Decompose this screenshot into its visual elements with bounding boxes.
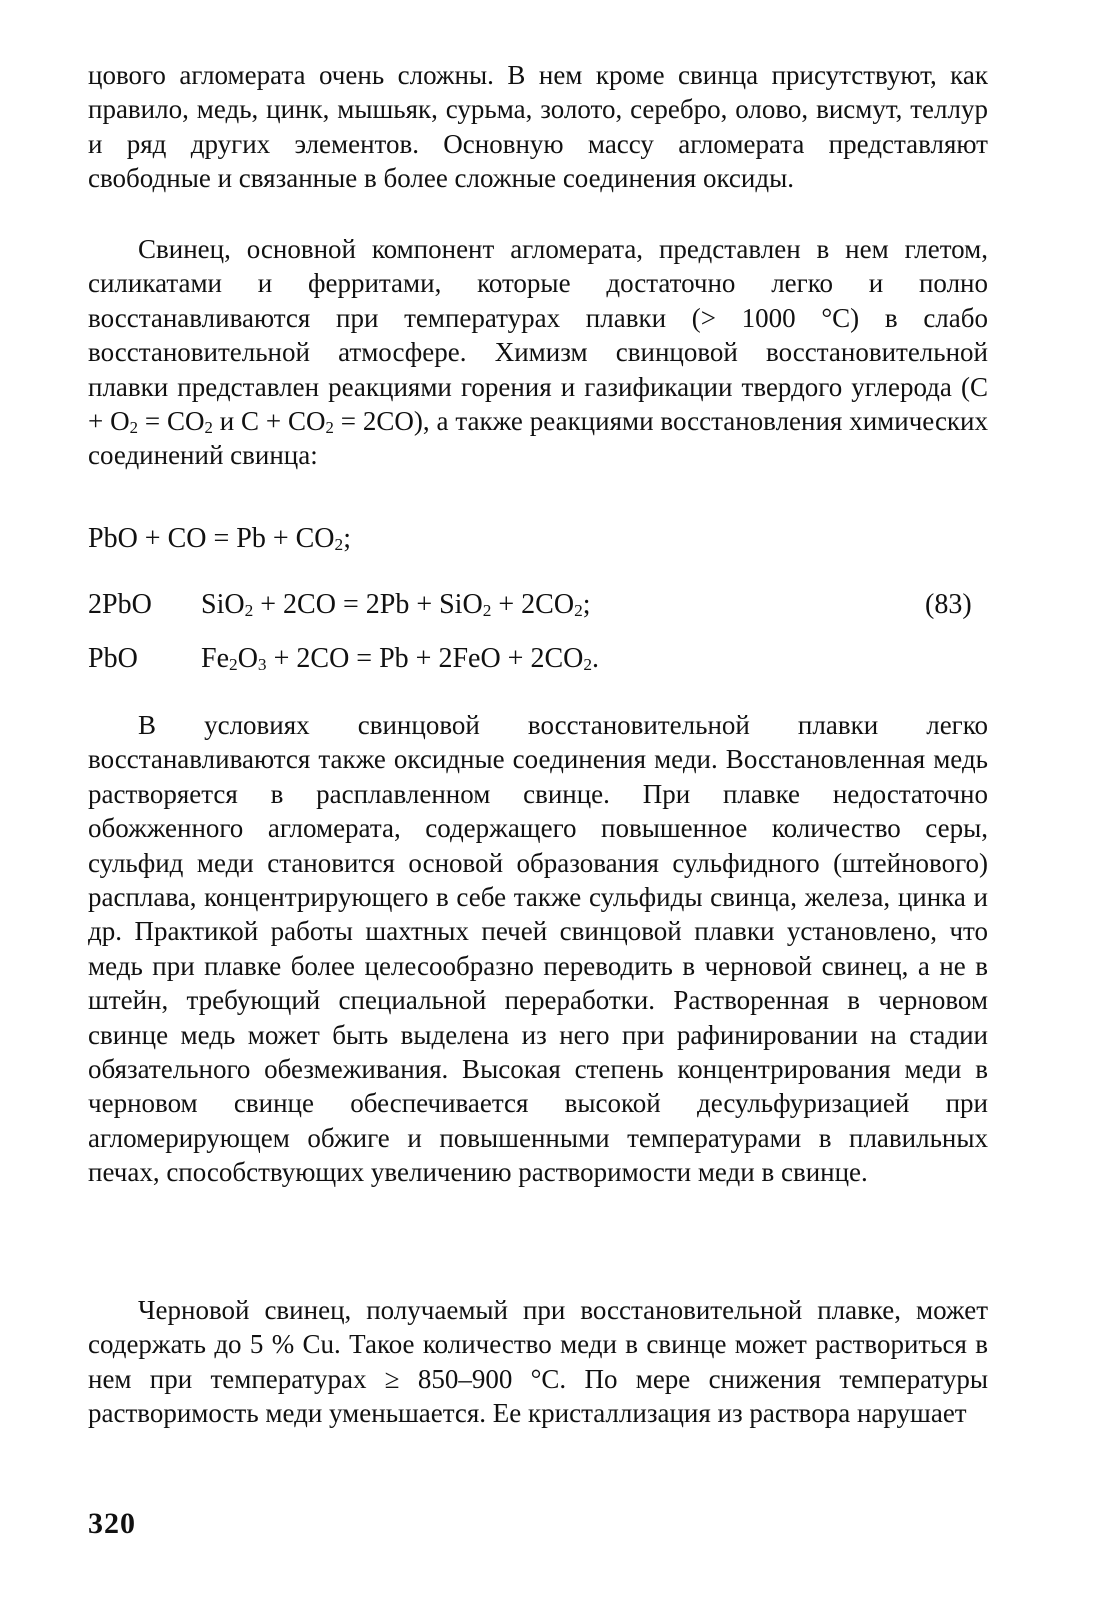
equation-3-rhs <box>201 642 599 676</box>
subscript: 2 <box>204 418 213 438</box>
paragraph-4 <box>88 1293 988 1431</box>
paragraph-3 <box>88 708 988 1190</box>
equation-number: (83) <box>925 589 972 620</box>
equation-1-end: ; <box>343 523 351 554</box>
subscript: 2 <box>129 418 138 438</box>
paragraph-4-text: Черновой свинец, получаемый при восстановительной плавке, может содержать до 5 % Cu. Такое количество меди в свинце может раствориться в нем при температурах ≥ 850–900 °C. По мере снижения температуры растворимость меди уменьшается. Ее кристаллизация из раствора нарушает <box>88 1295 988 1429</box>
equation-2-part: ; <box>582 589 591 620</box>
paragraph-2-text-a: Свинец, основной компонент агломерата, представлен в нем глетом, силикатами и ферритами, которые достаточно легко и полно восстанавливаются при температурах плавки (> 1000 °C) в слабо восстановительной атмосфере. Химизм свинцовой восстановительной плавки представлен реакциями горения и газификации твердого углерода (C + O <box>88 234 988 437</box>
equation-2-part: + 2CO <box>491 589 575 620</box>
equation-3-part: O <box>237 643 258 674</box>
subscript: 2 <box>583 655 593 675</box>
subscript: 2 <box>325 418 334 438</box>
subscript: 2 <box>574 601 583 621</box>
paragraph-2-text-b: = CO <box>137 406 205 437</box>
equation-3-lhs: PbO <box>88 643 138 674</box>
equation-2-rhs <box>201 588 591 622</box>
paragraph-2 <box>88 232 988 473</box>
subscript: 2 <box>229 655 238 675</box>
equation-3-part: Fe <box>201 643 229 674</box>
equation-2-part: SiO <box>201 589 245 620</box>
equation-1-text: PbO + CO = Pb + CO <box>88 523 335 554</box>
paragraph-1-text: цового агломерата очень сложны. В нем кроме свинца присутствуют, как правило, медь, цинк, мышьяк, сурьма, золото, серебро, олово, висмут, теллур и ряд других элементов. Основную массу агломерата представляют свободные и связанные в более сложные соединения оксиды. <box>88 60 988 194</box>
paragraph-3-text: В условиях свинцовой восстановительной плавки легко восстанавливаются также оксидные соединения меди. Восстановленная медь растворяется в расплавленном свинце. При плавке недостаточно обожженного агломерата, содержащего повышенное количество серы, сульфид меди становится основой образования сульфидного (штейнового) расплава, концентрирующего в себе также сульфиды свинца, железа, цинка и др. Практикой работы шахтных печей свинцовой плавки установлено, что медь при плавке более целесообразно переводить в черновой свинец, а не в штейн, требующий специальной переработки. Растворенная в черновом свинце медь может быть выделена из него при рафинировании на стадии обязательного обезмеживания. Высокая степень концентрирования меди в черновом свинце обеспечивается высокой десульфуризацией при агломерирующем обжиге и повышенными температурами в плавильных печах, способствующих увеличению растворимости меди в свинце. <box>88 710 988 1188</box>
equation-2-part: + 2CO = 2Pb + SiO <box>253 589 483 620</box>
subscript: 2 <box>244 601 254 621</box>
paragraph-2-text-d: = 2CO), а также реакциями восстановления химических соединений свинца: <box>88 406 988 471</box>
subscript: 2 <box>482 601 492 621</box>
paragraph-1 <box>88 58 988 196</box>
equation-2-lhs: 2PbO <box>88 589 152 620</box>
subscript: 3 <box>257 655 267 675</box>
equation-1 <box>88 522 351 556</box>
subscript: 2 <box>334 535 344 555</box>
paragraph-2-text-c: и C + CO <box>212 406 326 437</box>
equation-3-part: + 2CO = Pb + 2FeO + 2CO <box>266 643 584 674</box>
equation-3-part: . <box>592 643 600 674</box>
page-number: 320 <box>88 1507 136 1540</box>
